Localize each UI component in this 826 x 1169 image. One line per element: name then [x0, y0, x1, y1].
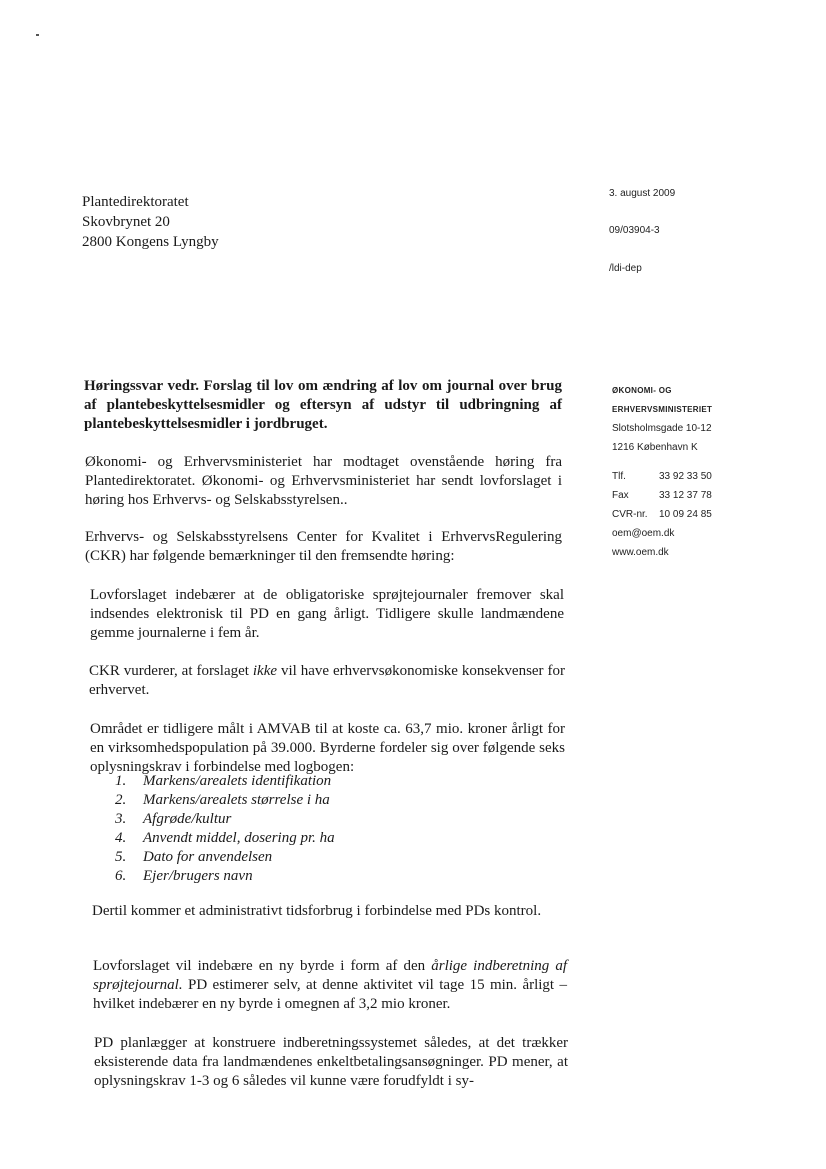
paragraph-4-emphasis: ikke	[252, 663, 278, 679]
sender-city: 1216 København K	[612, 442, 698, 453]
letter-reference: 09/03904-3	[609, 225, 660, 236]
contact-value: 33 12 37 78	[659, 490, 712, 501]
contact-row	[612, 505, 712, 524]
paragraph-4-end: vil have erhvervsøkonomiske konsekvenser for erhvervet.	[89, 663, 565, 698]
list-item	[115, 810, 535, 829]
sender-block	[612, 381, 812, 562]
list-item-number: 6.	[115, 868, 127, 884]
recipient-street: Skovbrynet 20	[82, 214, 170, 230]
contact-value: 33 92 33 50	[659, 471, 712, 482]
paragraph-5: Området er tidligere målt i AMVAB til at koste ca. 63,7 mio. kroner årligt for en virksomhedspopulation på 39.000. Byrderne fordeler sig over følgende seks oplysningskrav i forbindelse med logbogen:	[90, 721, 565, 775]
list-item-text: Afgrøde/kultur	[143, 811, 232, 827]
list-item	[115, 791, 535, 810]
recipient-city: 2800 Kongens Lyngby	[82, 234, 219, 250]
contact-label: CVR-nr.	[612, 509, 648, 520]
requirements-list	[115, 772, 535, 886]
paragraph-1: Økonomi- og Erhvervsministeriet har modtaget ovenstående høring fra Plantedirektoratet. Økonomi- og Erhvervsministeriet har sendt lovforslaget i høring hos Erhvervs- og Selskabsstyrelsen..	[85, 454, 562, 508]
paragraph-4-start: CKR vurderer, at forslaget	[89, 663, 253, 679]
list-item	[115, 829, 535, 848]
sender-website[interactable]: www.oem.dk	[612, 547, 669, 558]
letter-date: 3. august 2009	[609, 188, 676, 199]
paragraph-7-start: Lovforslaget vil indebære en ny byrde i form af den	[93, 958, 432, 974]
list-item-text: Markens/arealets identifikation	[143, 773, 332, 789]
contact-label: Fax	[612, 490, 629, 501]
sender-name-line2: ERHVERVSMINISTERIET	[612, 405, 713, 414]
sender-name-line1: ØKONOMI- OG	[612, 386, 672, 395]
list-item	[115, 772, 535, 791]
contact-row	[612, 486, 712, 505]
list-item-number: 3.	[115, 811, 127, 827]
contact-value: 10 09 24 85	[659, 509, 712, 520]
list-item-text: Dato for anvendelsen	[143, 849, 273, 865]
letter-initials: /ldi-dep	[609, 263, 642, 274]
list-item	[115, 867, 535, 886]
sender-street: Slotsholmsgade 10-12	[612, 423, 712, 434]
recipient-address	[82, 192, 219, 252]
list-item-number: 1.	[115, 773, 127, 789]
sender-email[interactable]: oem@oem.dk	[612, 528, 675, 539]
paragraph-6: Dertil kommer et administrativt tidsforbrug i forbindelse med PDs kontrol.	[92, 903, 542, 919]
list-item-number: 4.	[115, 830, 127, 846]
list-item-text: Ejer/brugers navn	[143, 868, 253, 884]
paragraph-7-emphasis: årlige indberetning af sprøjtejournal.	[93, 958, 567, 993]
list-item-number: 2.	[115, 792, 127, 808]
letter-title: Høringssvar vedr. Forslag til lov om ændring af lov om journal over brug af plantebeskyttelsesmidler og eftersyn af udstyr til udbringning af plantebeskyttelsesmidler i jordbruget.	[84, 378, 562, 432]
list-item	[115, 848, 535, 867]
paragraph-3: Lovforslaget indebærer at de obligatoriske sprøjtejournaler fremover skal indsendes elektronisk til PD en gang årligt. Tidligere skulle landmændene gemme journalerne i fem år.	[90, 587, 564, 641]
scan-speck	[36, 34, 39, 36]
paragraph-7-end: PD estimerer selv, at denne aktivitet vil tage 15 min. årligt – hvilket indebærer en ny byrde i omegnen af 3,2 mio kroner.	[93, 977, 567, 1012]
recipient-name: Plantedirektoratet	[82, 194, 189, 210]
sender-contacts	[612, 467, 712, 524]
list-item-number: 5.	[115, 849, 127, 865]
paragraph-4	[89, 662, 565, 700]
paragraph-8: PD planlægger at konstruere indberetningssystemet således, at det trækker eksisterende data fra landmændenes enkeltbetalingsansøgninger. PD mener, at oplysningskrav 1-3 og 6 således vil kunne være forudfyldt i sy-	[94, 1035, 568, 1089]
list-item-text: Anvendt middel, dosering pr. ha	[143, 830, 335, 846]
paragraph-7	[93, 957, 567, 1014]
contact-row	[612, 467, 712, 486]
list-item-text: Markens/arealets størrelse i ha	[143, 792, 330, 808]
contact-label: Tlf.	[612, 471, 626, 482]
paragraph-2: Erhvervs- og Selskabsstyrelsens Center for Kvalitet i ErhvervsRegulering (CKR) har følgende bemærkninger til den fremsendte høring:	[85, 529, 562, 564]
